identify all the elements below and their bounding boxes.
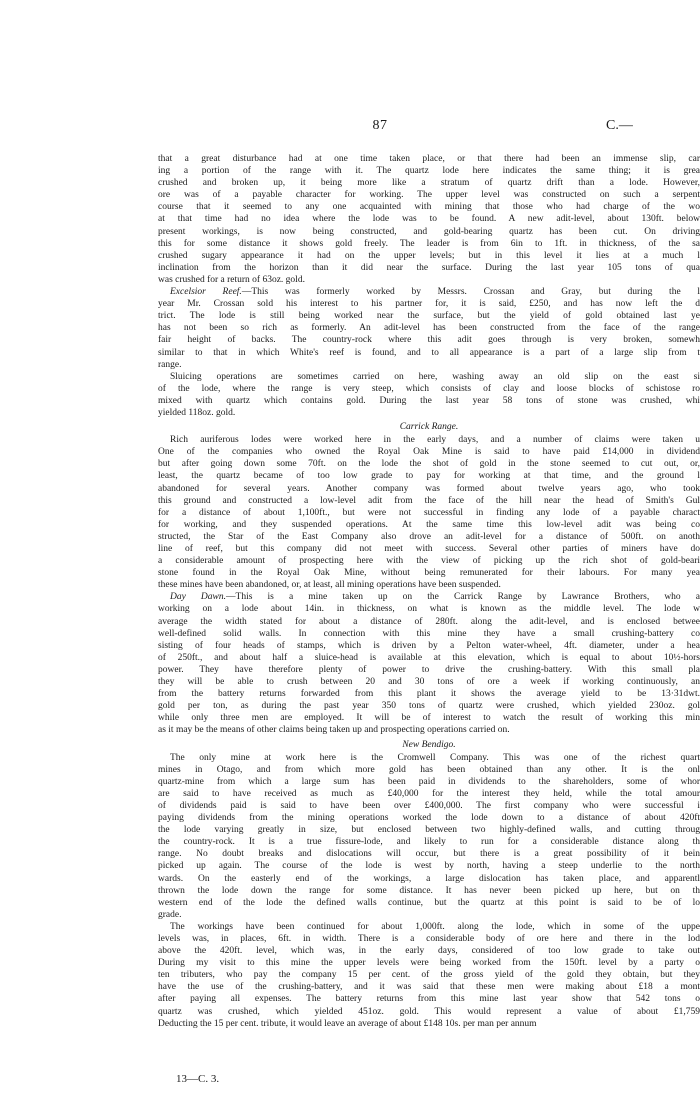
- text-line: western end of the lode the defined walls continue, but the quartz at this point is said to be of lo: [158, 897, 700, 908]
- text-line: ore was of a payable character for working. The upper level was constructed on such a serpent: [158, 190, 700, 201]
- text-line: sisting of four heads of stamps, which is driven by a Pelton water-wheel, 4ft. diameter, under a hea: [158, 640, 700, 651]
- text-line: this ground and constructed a low-level adit from the face of the hill near the head of Smith's Gul: [158, 495, 700, 506]
- text-line: mixed with quartz which contains gold. During the last year 58 tons of stone was crushed, whi: [158, 395, 700, 406]
- text-line: after paying all expenses. The battery returns from this mine last year show that 542 tons o: [158, 994, 700, 1005]
- text-line: well-defined solid walls. In connection with this mine they have a small crushing-battery co: [158, 628, 700, 639]
- text-line: crushed sugary appearance it had on the upper levels; but in this level it lies at a much l: [158, 250, 700, 261]
- text-line: for working, and they suspended operations. At the same time this low-level adit was being co: [158, 519, 700, 530]
- text-line: of dividends paid is said to have been over £400,000. The first company who were successful i: [158, 800, 700, 811]
- text-line: Sluicing operations are sometimes carried on here, washing away an old slip on the east si: [170, 371, 700, 382]
- text-line: trict. The lode is still being worked near the surface, but the yield of gold obtained last ye: [158, 311, 700, 322]
- text-line: above the 420ft. level, which was, in the early days, considered of too low grade to take out: [158, 946, 700, 957]
- paragraph: [158, 434, 700, 591]
- report-text: [158, 153, 700, 1030]
- text-line: present workings, is now being constructed, and gold-bearing quartz has been cut. On driving: [158, 226, 700, 237]
- paragraph: [158, 286, 700, 371]
- page-number: 87: [372, 118, 388, 133]
- text-line: of the lode, where the range is very steep, which consists of clay and loose blocks of schistose ro: [158, 383, 700, 394]
- text-line: inclination from the horizon than it did near the surface. During the last year 105 tons of qua: [158, 262, 700, 273]
- text-line: as it may be the means of other claims being taken up and prospecting operations carried on.: [158, 725, 510, 736]
- text-line: Excelsior Reef.—This was formerly worked by Messrs. Crossan and Gray, but during the l: [170, 287, 700, 298]
- text-line: quartz was crushed, which yielded 451oz. gold. This would represent a value of about £1,759: [158, 1006, 700, 1017]
- paragraph: [158, 921, 700, 1030]
- text-line: thrown the lode down the range for some distance. It has never been picked up here, but on th: [158, 885, 700, 896]
- text-line: yielded 118oz. gold.: [158, 407, 236, 418]
- text-line: range. No doubt breaks and dislocations will occur, but there is a great possibility of it bein: [158, 849, 700, 860]
- reef-name: Day Dawn.: [170, 592, 227, 603]
- text-line: the lode varying greatly in size, but enclosed between two highly-defined walls, and cutting throug: [158, 825, 700, 836]
- text-line: The workings have been continued for about 1,000ft. along the lode, which in some of the uppe: [170, 921, 700, 932]
- text-line: ing a portion of the range with it. The quartz lode here indicates the same thing; it is grea: [158, 166, 700, 177]
- text-line: ten tributers, who pay the company 15 per cent. of the gross yield of the gold they obtain, but they: [158, 970, 700, 981]
- text-line: the country-rock. It is a true fissure-lode, and likely to run for a considerable distance along th: [158, 837, 700, 848]
- text-line: levels was, in places, 6ft. in width. There is a considerable body of ore here and there in the lod: [158, 934, 700, 944]
- text-line: from the battery returns forwarded from this plant it shows the average yield to be 13·31dwt.: [158, 689, 700, 700]
- text-line: During my visit to this mine the upper levels were being worked from the 150ft. level by a party o: [158, 958, 700, 969]
- page-signature: 13—C. 3.: [176, 1073, 220, 1085]
- text-line: year Mr. Crossan sold his interest to his partner for, it is said, £250, and has now left the d: [158, 299, 700, 310]
- text-line: paying dividends from the mining operations worked the lode down to a distance of about 420ft: [158, 813, 700, 824]
- text-line: The only mine at work here is the Cromwell Company. This was one of the richest quart: [170, 752, 700, 763]
- reef-name: Excelsior Reef.: [170, 287, 242, 298]
- text-line: Day Dawn.—This is a mine taken up on the Carrick Range by Lawrance Brothers, who a: [170, 592, 700, 603]
- text-line: gold per ton, as during the past year 350 tons of quartz were crushed, which yielded 230oz. gol: [158, 701, 700, 712]
- text-line: they will be able to crush between 20 and 30 tons of ore a week if working continuously, an: [158, 677, 700, 688]
- text-line: have the use of the crushing-battery, and it was said that these men were making about £18 a mont: [158, 982, 700, 993]
- text-line: structed, the Star of the East Company also drove an adit-level for a distance of 500ft. on anoth: [158, 531, 700, 542]
- paragraph: [158, 752, 700, 921]
- text-line: line of reef, but this company did not meet with success. Several other parties of miners have do: [158, 544, 700, 554]
- text-line: Rich auriferous lodes were worked here in the early days, and a number of claims were taken u: [170, 435, 700, 446]
- text-line: mines in Otago, and from which more gold has been obtained than any other. It is the onl: [158, 764, 700, 775]
- text-line: average the width stated for about a distance of 280ft. along the adit-level, and is enclosed betwee: [158, 616, 700, 627]
- text-line: has not been so rich as formerly. An adit-level has been constructed from the face of the range: [158, 323, 700, 334]
- text-line: while only three men are employed. It will be of interest to watch the result of working this min: [158, 713, 700, 724]
- text-line: course that it seemed to any one acquainted with mining that those who had charge of the wo: [158, 202, 700, 213]
- text-line: grade.: [158, 909, 182, 920]
- text-line: this for some distance it shows gold freely. The leader is from 6in to 1ft. in thickness, of the sa: [158, 238, 700, 249]
- text-line: but after going down some 70ft. on the lode the shot of gold in the stone seemed to cut out, or,: [158, 459, 700, 470]
- section-code: C.—: [606, 118, 633, 133]
- text-line: working on a lode about 14in. in thickness, on what is known as the middle level. The lode w: [158, 604, 700, 615]
- text-line: abandoned for several years. Another company was formed about twelve years ago, who took: [158, 483, 700, 494]
- text-line: these mines have been abandoned, or, at least, all mining operations have been suspended.: [158, 580, 501, 591]
- section-heading: Carrick Range.: [399, 422, 459, 433]
- text-line: power. They have therefore plenty of power to drive the crushing-battery. With this small pla: [158, 664, 700, 675]
- text-line: least, the quartz became of too low grade to pay for working at that time, and the ground l: [158, 471, 700, 482]
- section-heading: New Bendigo.: [402, 739, 456, 750]
- text-line: picked up again. The course of the lode is west by north, having a steep underlie to the north: [158, 861, 700, 872]
- text-line: stone found in the Royal Oak Mine, without being remunerated for their labours. For many yea: [158, 568, 700, 579]
- text-line: quartz-mine from which a large sum has been paid in dividends to the shareholders, some of whor: [158, 776, 700, 787]
- paragraph: [158, 591, 700, 736]
- text-line: crushed and broken up, it being more like a stratum of quartz drift than a lode. However,: [158, 178, 700, 189]
- text-line: of 250ft., and about half a sluice-head is available at this elevation, which is equal to about 10½-hors: [158, 652, 700, 663]
- text-line: similar to that in which White's reef is found, and to all appearance is a part of a large slip from t: [158, 347, 700, 358]
- text-line: range.: [158, 359, 182, 370]
- text-line: Deducting the 15 per cent. tribute, it would leave an average of about £148 10s. per man per annum: [158, 1018, 537, 1029]
- text-line: wards. On the easterly end of the workings, a large dislocation has taken place, and apparentl: [158, 873, 700, 884]
- text-line: was crushed for a return of 63oz. gold.: [158, 274, 305, 285]
- text-line: that a great disturbance had at one time taken place, or that there had been an immense slip, car: [158, 154, 700, 164]
- text-line: a considerable amount of prospecting here with the view of picking up the rich shot of gold-beari: [158, 556, 700, 567]
- text-line: for a distance of about 1,100ft., but were not successful in finding any lode of a payable charact: [158, 507, 700, 518]
- text-line: fair height of backs. The country-rock where this adit goes through is very broken, somewh: [158, 335, 700, 346]
- text-line: One of the companies who owned the Royal Oak Mine is said to have paid £14,000 in dividend: [158, 447, 700, 458]
- text-line: are said to have received as much as £40,000 for the interest they held, while the total amour: [158, 788, 700, 799]
- paragraph: [158, 371, 700, 419]
- paragraph: [158, 153, 700, 286]
- text-line: at that time had no idea where the lode was to be found. A new adit-level, about 130ft. below: [158, 214, 700, 225]
